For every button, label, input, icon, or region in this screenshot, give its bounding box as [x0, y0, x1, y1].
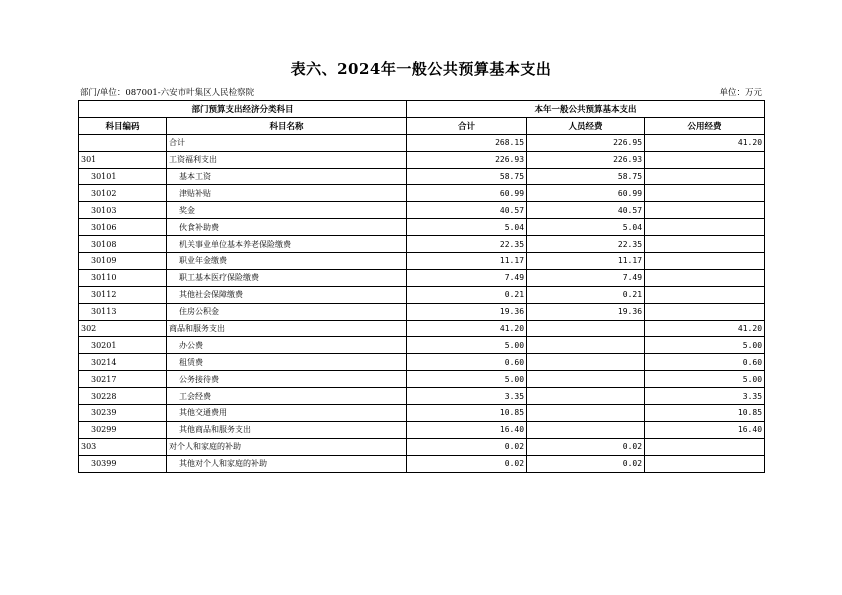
row-code: 30217 [79, 371, 167, 388]
table-row [79, 337, 765, 354]
row-public [645, 151, 765, 168]
row-public: 16.40 [645, 421, 765, 438]
row-code [79, 134, 167, 151]
row-name: 办公费 [167, 337, 407, 354]
row-name: 其他对个人和家庭的补助 [167, 455, 407, 472]
row-code: 303 [79, 438, 167, 455]
row-total: 19.36 [407, 303, 527, 320]
row-code: 30102 [79, 185, 167, 202]
row-total: 226.93 [407, 151, 527, 168]
row-name: 合计 [167, 134, 407, 151]
table-row [79, 219, 765, 236]
row-personnel: 0.02 [527, 455, 645, 472]
table-row [79, 438, 765, 455]
row-total: 268.15 [407, 134, 527, 151]
row-name: 职业年金缴费 [167, 253, 407, 270]
row-public: 0.60 [645, 354, 765, 371]
row-code: 30110 [79, 269, 167, 286]
row-name: 租赁费 [167, 354, 407, 371]
table-row [79, 371, 765, 388]
table-body [79, 134, 765, 472]
table-row [79, 421, 765, 438]
unit-label: 单位：万元 [719, 88, 762, 98]
row-code: 30109 [79, 253, 167, 270]
page-title: 表六、2024年一般公共预算基本支出 [290, 60, 552, 78]
row-personnel [527, 354, 645, 371]
row-total: 7.49 [407, 269, 527, 286]
row-name: 工资福利支出 [167, 151, 407, 168]
row-personnel [527, 388, 645, 405]
header-personnel: 人员经费 [527, 117, 645, 134]
table-row [79, 405, 765, 422]
row-code: 30108 [79, 236, 167, 253]
row-code: 30101 [79, 168, 167, 185]
row-name: 其他商品和服务支出 [167, 421, 407, 438]
table-row [79, 455, 765, 472]
table-row [79, 168, 765, 185]
row-name: 其他社会保障缴费 [167, 286, 407, 303]
row-code: 30239 [79, 405, 167, 422]
row-total: 10.85 [407, 405, 527, 422]
row-total: 5.00 [407, 371, 527, 388]
row-public: 41.20 [645, 320, 765, 337]
row-code: 30103 [79, 202, 167, 219]
row-total: 5.00 [407, 337, 527, 354]
table-row [79, 151, 765, 168]
row-public [645, 438, 765, 455]
budget-table [78, 100, 765, 473]
row-name: 职工基本医疗保险缴费 [167, 269, 407, 286]
row-personnel: 40.57 [527, 202, 645, 219]
row-total: 16.40 [407, 421, 527, 438]
row-name: 商品和服务支出 [167, 320, 407, 337]
row-total: 60.99 [407, 185, 527, 202]
row-name: 奖金 [167, 202, 407, 219]
table-row [79, 253, 765, 270]
row-public [645, 236, 765, 253]
row-personnel: 60.99 [527, 185, 645, 202]
row-personnel [527, 337, 645, 354]
row-total: 58.75 [407, 168, 527, 185]
row-public [645, 303, 765, 320]
row-code: 302 [79, 320, 167, 337]
row-code: 30113 [79, 303, 167, 320]
table-row [79, 388, 765, 405]
row-public: 10.85 [645, 405, 765, 422]
header-total: 合计 [407, 117, 527, 134]
table-row [79, 303, 765, 320]
row-public [645, 202, 765, 219]
row-public [645, 168, 765, 185]
row-total: 5.04 [407, 219, 527, 236]
table-row [79, 286, 765, 303]
row-public [645, 253, 765, 270]
row-public [645, 455, 765, 472]
row-name: 基本工资 [167, 168, 407, 185]
row-personnel: 19.36 [527, 303, 645, 320]
row-personnel: 226.93 [527, 151, 645, 168]
row-code: 30214 [79, 354, 167, 371]
header-name: 科目名称 [167, 117, 407, 134]
table-row [79, 185, 765, 202]
row-personnel [527, 320, 645, 337]
row-personnel: 226.95 [527, 134, 645, 151]
row-name: 其他交通费用 [167, 405, 407, 422]
row-public: 5.00 [645, 337, 765, 354]
header-group-left: 部门预算支出经济分类科目 [79, 101, 407, 118]
row-total: 0.02 [407, 438, 527, 455]
row-total: 0.21 [407, 286, 527, 303]
row-code: 30399 [79, 455, 167, 472]
row-total: 40.57 [407, 202, 527, 219]
table-row [79, 269, 765, 286]
row-personnel: 7.49 [527, 269, 645, 286]
row-total: 22.35 [407, 236, 527, 253]
row-public [645, 269, 765, 286]
row-code: 30201 [79, 337, 167, 354]
header-code: 科目编码 [79, 117, 167, 134]
row-public: 41.20 [645, 134, 765, 151]
table-row [79, 236, 765, 253]
table-row [79, 320, 765, 337]
row-personnel: 5.04 [527, 219, 645, 236]
row-total: 11.17 [407, 253, 527, 270]
row-public [645, 185, 765, 202]
row-personnel: 11.17 [527, 253, 645, 270]
row-name: 对个人和家庭的补助 [167, 438, 407, 455]
row-code: 30112 [79, 286, 167, 303]
header-group-right: 本年一般公共预算基本支出 [407, 101, 765, 118]
department-label: 部门/单位：087001-六安市叶集区人民检察院 [80, 88, 255, 98]
header-public: 公用经费 [645, 117, 765, 134]
header-column-row [79, 117, 765, 134]
row-personnel: 22.35 [527, 236, 645, 253]
header-group-row [79, 101, 765, 118]
row-code: 30228 [79, 388, 167, 405]
row-public [645, 286, 765, 303]
row-total: 0.02 [407, 455, 527, 472]
row-name: 住房公积金 [167, 303, 407, 320]
row-code: 30299 [79, 421, 167, 438]
table-row [79, 202, 765, 219]
row-personnel: 0.21 [527, 286, 645, 303]
row-personnel: 58.75 [527, 168, 645, 185]
row-name: 津贴补贴 [167, 185, 407, 202]
row-personnel [527, 371, 645, 388]
row-public [645, 219, 765, 236]
row-personnel [527, 405, 645, 422]
row-name: 公务接待费 [167, 371, 407, 388]
row-name: 工会经费 [167, 388, 407, 405]
row-personnel: 0.02 [527, 438, 645, 455]
row-name: 机关事业单位基本养老保险缴费 [167, 236, 407, 253]
row-name: 伙食补助费 [167, 219, 407, 236]
row-code: 301 [79, 151, 167, 168]
row-personnel [527, 421, 645, 438]
table-row [79, 354, 765, 371]
row-public: 5.00 [645, 371, 765, 388]
row-total: 0.60 [407, 354, 527, 371]
row-code: 30106 [79, 219, 167, 236]
row-total: 3.35 [407, 388, 527, 405]
row-public: 3.35 [645, 388, 765, 405]
table-row [79, 134, 765, 151]
row-total: 41.20 [407, 320, 527, 337]
